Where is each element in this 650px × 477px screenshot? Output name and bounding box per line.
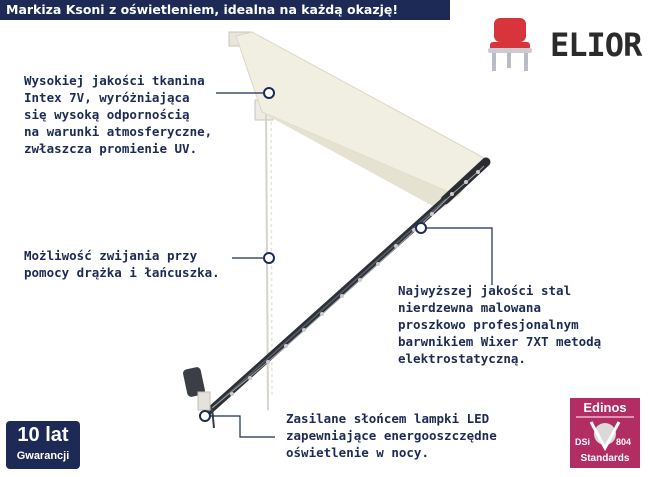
callout-line: oświetlenie w nocy.: [286, 445, 429, 460]
banner-title: Markiza Ksoni z oświetleniem, idealna na każdą okazję!: [6, 2, 399, 17]
callout-line: Wysokiej jakości tkanina: [24, 73, 205, 88]
marker-steel: [416, 223, 426, 233]
callout-line: zapewniające energooszczędne: [286, 428, 497, 443]
callout-line: Zasilane słońcem lampki LED: [286, 411, 490, 426]
red-chair-icon: [480, 12, 544, 76]
callout-line: Możliwość zwijania przy: [24, 248, 198, 263]
warranty-years: 10 lat: [17, 424, 69, 446]
certificate-name: Edinos: [583, 400, 627, 415]
brand-name: ELIOR: [550, 26, 642, 64]
fabric-canopy: [236, 32, 488, 196]
callout-line: Intex 7V, wyróżniająca: [24, 90, 190, 105]
arm-mount: [198, 392, 210, 410]
callout-crank: [24, 247, 220, 281]
callout-line: barwnikiem Wixer 7XT metodą: [398, 334, 602, 349]
callout-line: pomocy drążka i łańcuszka.: [24, 265, 220, 280]
callout-line: proszkowo profesjonalnym: [398, 317, 579, 332]
callout-line: Najwyższej jakości stal: [398, 283, 572, 298]
marker-crank: [264, 253, 274, 263]
marker-led: [200, 411, 210, 421]
callout-steel: [398, 282, 601, 367]
certificate-right-code: 804: [616, 437, 632, 447]
certificate-left-code: DSi: [575, 437, 591, 447]
callout-line: się wysoką odpornością: [24, 107, 190, 122]
certificate-badge: [570, 398, 640, 468]
marker-fabric: [264, 88, 274, 98]
title-banner: [0, 0, 450, 20]
certificate-label: Standards: [580, 453, 630, 464]
callout-led: [286, 410, 497, 461]
warranty-badge: [6, 421, 80, 469]
callout-line: elektrostatyczną.: [398, 351, 526, 366]
callout-line: na warunki atmosferyczne,: [24, 124, 213, 139]
brand-logo: [480, 12, 640, 76]
callout-line: nierdzewna malowana: [398, 300, 541, 315]
callout-fabric: [24, 72, 212, 157]
callout-line: zwłaszcza promienie UV.: [24, 141, 198, 156]
warranty-label: Gwarancji: [16, 450, 70, 462]
